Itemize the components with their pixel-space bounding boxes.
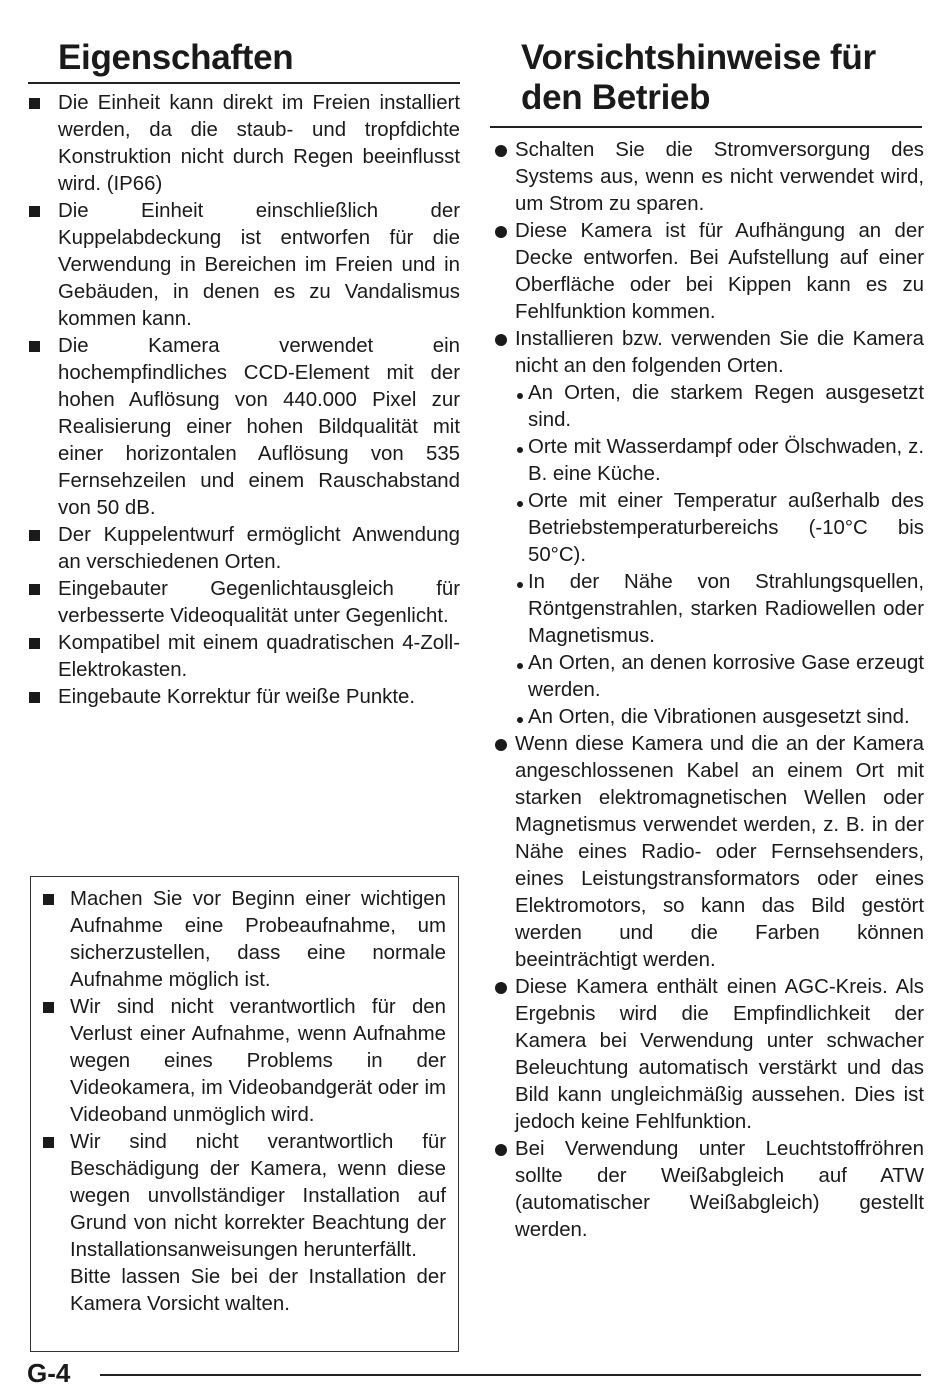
heading-rule-right bbox=[490, 126, 922, 128]
round-bullet-icon bbox=[495, 334, 507, 346]
square-bullet-icon bbox=[29, 341, 40, 352]
feature-item: Die Einheit kann direkt im Freien installiert werden, da die staub- und tropfdichte Konstruktion nicht durch Regen beeinflusst wird. (IP66) bbox=[28, 90, 460, 198]
right-column bbox=[490, 38, 924, 1244]
footer-rule bbox=[100, 1374, 921, 1376]
small-bullet-icon bbox=[517, 447, 523, 453]
location-sub-item: Orte mit Wasserdampf oder Ölschwaden, z. B. eine Küche. bbox=[490, 434, 924, 488]
features-list bbox=[28, 90, 460, 711]
square-bullet-icon bbox=[43, 1137, 54, 1148]
round-bullet-icon bbox=[495, 145, 507, 157]
small-bullet-icon bbox=[517, 393, 523, 399]
square-bullet-icon bbox=[29, 692, 40, 703]
notice-box bbox=[30, 876, 459, 1352]
heading-line-1: Vorsichtshinweise für bbox=[521, 38, 876, 77]
precaution-item: Schalten Sie die Stromversorgung des Systems aus, wenn es nicht verwendet wird, um Strom zu sparen. bbox=[490, 137, 924, 218]
location-sub-item: An Orten, die starkem Regen ausgesetzt sind. bbox=[490, 380, 924, 434]
small-bullet-icon bbox=[517, 501, 523, 507]
precautions-list bbox=[490, 137, 924, 1244]
precaution-item: Diese Kamera ist für Aufhängung an der Decke entworfen. Bei Aufstellung auf einer Oberfläche oder bei Kippen kann es zu Fehlfunktion kommen. bbox=[490, 218, 924, 326]
notice-item: Wir sind nicht verantwortlich für den Verlust einer Aufnahme, wenn Aufnahme wegen eines Problems in der Videokamera, im Videobandgerät oder im Videoband unmöglich wird. bbox=[41, 994, 446, 1129]
precaution-item: Wenn diese Kamera und die an der Kamera angeschlossenen Kabel an einem Ort mit starken elektromagnetischen Wellen oder Magnetismus verwendet werden, z. B. in der Nähe eines Radio- oder Fernsehsenders, eines Leistungstransformators oder eines Elektromotors, so kann das Bild gestört werden und die Farben können beeinträchtigt werden. bbox=[490, 731, 924, 974]
feature-item: Eingebauter Gegenlichtausgleich für verbesserte Videoqualität unter Gegenlicht. bbox=[28, 576, 460, 630]
round-bullet-icon bbox=[495, 982, 507, 994]
square-bullet-icon bbox=[43, 1002, 54, 1013]
square-bullet-icon bbox=[29, 98, 40, 109]
round-bullet-icon bbox=[495, 226, 507, 238]
square-bullet-icon bbox=[29, 530, 40, 541]
square-bullet-icon bbox=[29, 206, 40, 217]
notice-item: Wir sind nicht verantwortlich für Beschädigung der Kamera, wenn diese wegen unvollständiger Installation auf Grund von nicht korrekter Beachtung der Installationsanweisungen herunterfällt. bbox=[41, 1129, 446, 1264]
precaution-item: Diese Kamera enthält einen AGC-Kreis. Als Ergebnis wird die Empfindlichkeit der Kamera bei Verwendung unter schwacher Beleuchtung automatisch verstärkt und das Bild kann ungleichmäßig aussehen. Dies ist jedoch keine Fehlfunktion. bbox=[490, 974, 924, 1136]
notice-list bbox=[41, 886, 446, 1264]
round-bullet-icon bbox=[495, 739, 507, 751]
notice-item: Machen Sie vor Beginn einer wichtigen Aufnahme eine Probeaufnahme, um sicherzustellen, dass eine normale Aufnahme möglich ist. bbox=[41, 886, 446, 994]
location-sub-item: An Orten, an denen korrosive Gase erzeugt werden. bbox=[490, 650, 924, 704]
location-sub-item: Orte mit einer Temperatur außerhalb des Betriebstemperaturbereichs (-10°C bis 50°C). bbox=[490, 488, 924, 569]
heading-rule-left bbox=[28, 82, 460, 84]
feature-item: Der Kuppelentwurf ermöglicht Anwendung an verschiedenen Orten. bbox=[28, 522, 460, 576]
feature-item: Die Einheit einschließlich der Kuppelabdeckung ist entworfen für die Verwendung in Bereichen im Freien und in Gebäuden, in denen es zu Vandalismus kommen kann. bbox=[28, 198, 460, 333]
small-bullet-icon bbox=[517, 582, 523, 588]
precaution-item: Bei Verwendung unter Leuchtstoffröhren sollte der Weißabgleich auf ATW (automatischer Weißabgleich) gestellt werden. bbox=[490, 1136, 924, 1244]
heading-eigenschaften: Eigenschaften bbox=[58, 38, 294, 77]
small-bullet-icon bbox=[517, 663, 523, 669]
feature-item: Eingebaute Korrektur für weiße Punkte. bbox=[28, 684, 460, 711]
round-bullet-icon bbox=[495, 1144, 507, 1156]
square-bullet-icon bbox=[29, 584, 40, 595]
heading-line-2: den Betrieb bbox=[521, 78, 711, 117]
precaution-item: Installieren bzw. verwenden Sie die Kamera nicht an den folgenden Orten. bbox=[490, 326, 924, 380]
square-bullet-icon bbox=[29, 638, 40, 649]
left-column bbox=[28, 38, 460, 711]
small-bullet-icon bbox=[517, 717, 523, 723]
feature-item: Kompatibel mit einem quadratischen 4-Zoll-Elektrokasten. bbox=[28, 630, 460, 684]
page-number: G-4 bbox=[27, 1358, 71, 1388]
location-sub-item: In der Nähe von Strahlungsquellen, Röntgenstrahlen, starken Radiowellen oder Magnetismus. bbox=[490, 569, 924, 650]
square-bullet-icon bbox=[43, 894, 54, 905]
feature-item: Die Kamera verwendet ein hochempfindliches CCD-Element mit der hohen Auflösung von 440.000 Pixel zur Realisierung einer hohen Bildqualität mit einer horizontalen Auflösung von 535 Fernsehzeilen und einem Rauschabstand von 50 dB. bbox=[28, 333, 460, 522]
notice-continuation: Bitte lassen Sie bei der Installation der Kamera Vorsicht walten. bbox=[70, 1266, 446, 1315]
location-sub-item: An Orten, die Vibrationen ausgesetzt sind. bbox=[490, 704, 924, 731]
heading-vorsichtshinweise bbox=[521, 38, 924, 118]
